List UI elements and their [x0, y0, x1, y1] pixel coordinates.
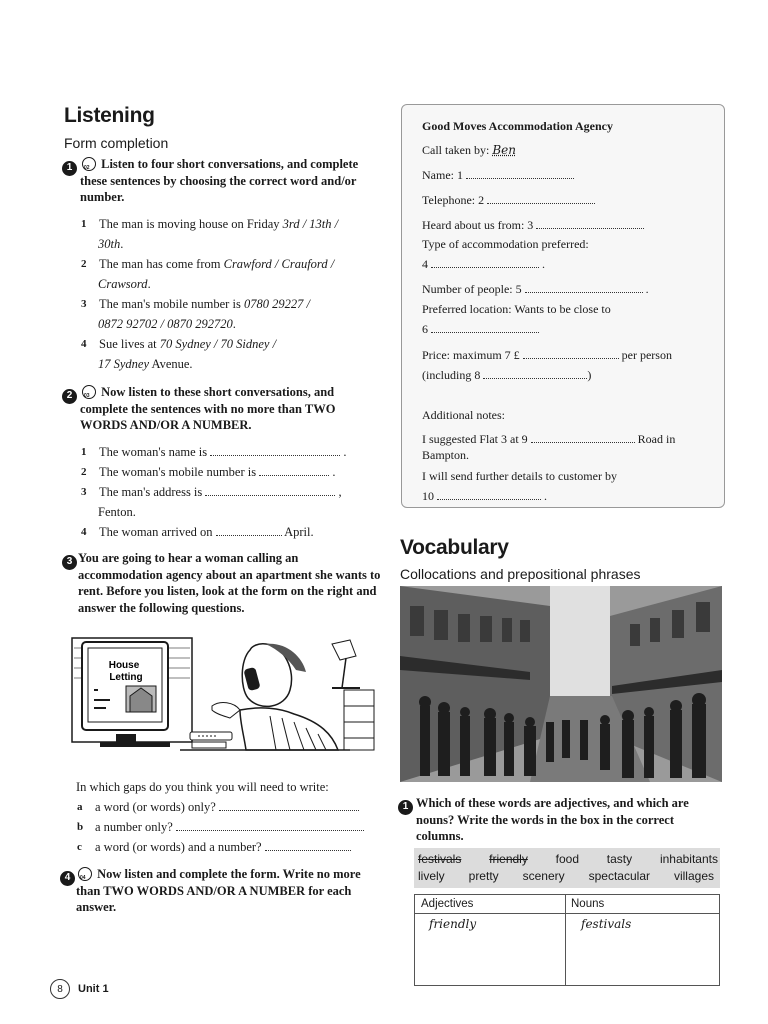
- exercise-number-badge: 1: [398, 800, 413, 815]
- exercise-number-badge: 4: [60, 871, 75, 886]
- exercise-3-question: In which gaps do you think you will need to write:: [76, 780, 329, 794]
- form-field-type: 4 .: [422, 257, 545, 271]
- audio-track-number: 04: [80, 875, 86, 881]
- form-notes-label: Additional notes:: [422, 408, 505, 422]
- list-item: a a word (or words) only?: [76, 797, 384, 817]
- vocabulary-exercise-1-instruction: Which of these words are adjectives, and which are nouns? Write the words in the box in the correct columns.: [416, 796, 689, 843]
- audio-track-number: 02: [84, 165, 90, 171]
- exercise-4: [60, 866, 382, 916]
- list-item: 2 The woman's mobile number is .: [81, 464, 336, 479]
- answer-gap[interactable]: [431, 258, 539, 268]
- form-field-including: (including 8 ): [422, 368, 592, 382]
- form-field-location-label: Preferred location: Wants to be close to: [422, 302, 611, 316]
- form-field-name: Name: 1: [422, 168, 574, 183]
- list-item: 1 The woman's name is .: [81, 444, 347, 459]
- exercise-2-instruction-row: [62, 384, 384, 434]
- list-item: 4 The woman arrived on April.: [81, 524, 314, 539]
- unit-label: Unit 1: [78, 983, 109, 995]
- answer-line[interactable]: [219, 801, 359, 811]
- form-field-10: 10 .: [422, 489, 547, 503]
- list-item: 4 Sue lives at 70 Sydney / 70 Sidney /: [81, 336, 277, 351]
- answer-gap[interactable]: [466, 169, 574, 179]
- form-field-type-label: Type of accommodation preferred:: [422, 237, 589, 251]
- screen-text-house: House: [108, 660, 140, 671]
- list-item: 1 The man is moving house on Friday 3rd / 13th /: [81, 216, 339, 231]
- answer-gap[interactable]: [259, 466, 329, 476]
- word-item: inhabitants: [659, 852, 718, 866]
- answer-gap[interactable]: [431, 323, 539, 333]
- form-further-details: I will send further details to customer by: [422, 469, 617, 483]
- form-field-heard: Heard about us from: 3: [422, 218, 644, 233]
- exercise-number-badge: 3: [62, 555, 77, 570]
- exercise-2-instruction: Now listen to these short conversations, and complete the sentences with no more than TWO WORDS AND/OR A NUMBER.: [80, 385, 336, 432]
- phone-call-illustration: [70, 630, 382, 756]
- form-field-price: Price: maximum 7 £ per person: [422, 348, 672, 362]
- exercise-3-instruction: You are going to hear a woman calling an accommodation agency about an apartment she wants to rent. Before you listen, look at the form on the right and answer the following questions.: [78, 551, 381, 615]
- form-title: Good Moves Accommodation Agency: [422, 119, 613, 133]
- section-subtitle-listening: Form completion: [64, 135, 169, 151]
- answer-gap[interactable]: [487, 194, 595, 204]
- word-item: scenery: [522, 869, 565, 883]
- handwritten-answer: friendly: [429, 917, 477, 931]
- answer-gap[interactable]: [205, 486, 335, 496]
- exercise-number-badge: 2: [62, 389, 77, 404]
- listening-heading-block: [64, 104, 168, 151]
- answer-line[interactable]: [176, 821, 364, 831]
- list-item: c a word (or words) and a number?: [76, 837, 384, 857]
- column-header-adjectives: Adjectives: [421, 898, 474, 910]
- section-title-listening: Listening: [64, 104, 155, 127]
- handwritten-answer: festivals: [581, 917, 632, 931]
- word-item: pretty: [468, 869, 499, 883]
- vocabulary-exercise-1: [398, 795, 720, 845]
- exercise-2: 2 03 Now listen to these short conversations, and complete the sentences with no more than TWO WORDS AND/OR A NUMBER. 1 The woman's name is . 2 The woman's mobile number is . 3 The man's address is , Fenton. 4 The woman arrived on April.: [62, 384, 384, 542]
- street-photo: [400, 586, 722, 782]
- word-item: tasty: [606, 852, 633, 866]
- word-item: spectacular: [588, 869, 650, 883]
- form-field-suggested: I suggested Flat 3 at 9 Road in: [422, 432, 676, 446]
- answer-gap[interactable]: [216, 526, 282, 536]
- exercise-3: [62, 550, 384, 616]
- form-call-taken: Call taken by: Ben: [422, 143, 516, 157]
- form-field-location: 6: [422, 322, 539, 337]
- exercise-1-instruction-row: [62, 156, 384, 206]
- word-item: lively: [418, 869, 445, 883]
- audio-track-icon: [78, 867, 92, 881]
- answer-gap[interactable]: [536, 219, 644, 229]
- exercise-4-instruction: Now listen and complete the form. Write no more than TWO WORDS AND/OR A NUMBER for each answer.: [76, 867, 361, 914]
- audio-track-number: 03: [84, 393, 90, 399]
- word-item: food: [555, 852, 579, 866]
- word-item: villages: [673, 869, 714, 883]
- handwritten-answer: Ben: [492, 143, 516, 157]
- vocabulary-heading-block: [400, 536, 640, 582]
- form-field-people: Number of people: 5 .: [422, 282, 649, 296]
- screen-text-letting: Letting: [109, 672, 143, 683]
- exercise-1: 1 02 Listen to four short conversations, and complete these sentences by choosing the correct word and/or number. 1 The man is moving house on Friday 3rd / 13th / 30th. 2 The man has come from Crawford / Crauford / Crawsord. 3 The man's mobile number is 0780 29227 / 0872 92702 / 0870 292720. 4 Sue lives at 70 Sydney / 70 Sidney / 17 Sydney Avenue.: [62, 156, 384, 374]
- section-subtitle-vocabulary: Collocations and prepositional phrases: [400, 566, 641, 582]
- list-item: 2 The man has come from Crawford / Crauford /: [81, 256, 335, 271]
- word-box: [414, 848, 720, 888]
- list-item: b a number only?: [76, 817, 384, 837]
- adjectives-nouns-table: [414, 894, 720, 986]
- column-header-nouns: Nouns: [571, 898, 605, 910]
- page-number: 8: [50, 979, 70, 999]
- exercise-number-badge: 1: [62, 161, 77, 176]
- answer-gap[interactable]: [525, 283, 643, 293]
- exercise-1-instruction: Listen to four short conversations, and complete these sentences by choosing the correct word and/or number.: [80, 157, 359, 204]
- list-item: 3 The man's address is ,: [81, 484, 342, 499]
- answer-gap[interactable]: [437, 490, 541, 500]
- list-item: 3 The man's mobile number is 0780 29227 /: [81, 296, 310, 311]
- word-item: festivals: [418, 852, 462, 866]
- form-field-telephone: Telephone: 2: [422, 193, 595, 208]
- answer-gap[interactable]: [483, 369, 587, 379]
- page-footer: [50, 979, 109, 999]
- accommodation-form: [401, 104, 725, 508]
- answer-gap[interactable]: [531, 433, 635, 443]
- form-bampton: Bampton.: [422, 448, 469, 462]
- answer-line[interactable]: [265, 841, 351, 851]
- exercise-3-questions: [76, 777, 384, 857]
- answer-gap[interactable]: [523, 349, 619, 359]
- word-item: friendly: [489, 852, 528, 866]
- answer-gap[interactable]: [210, 446, 340, 456]
- audio-track-icon: [82, 385, 96, 399]
- section-title-vocabulary: Vocabulary: [400, 536, 509, 559]
- audio-track-icon: [82, 157, 96, 171]
